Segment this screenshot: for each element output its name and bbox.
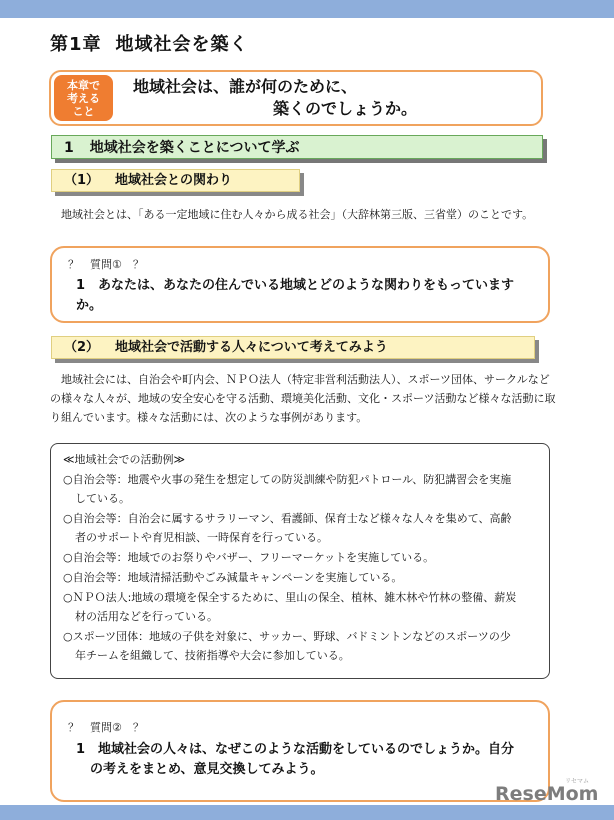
bottom-band [0,805,614,820]
subsection-number-1: （1） [64,173,100,188]
section-number: 1 [64,140,74,156]
examples-title: ≪地域社会での活動例≫ [63,453,186,466]
theme-question-line1: 地域社会は、誰が何のために、 [133,77,358,96]
top-band [0,0,614,18]
chapter-subtitle: 地域社会を築く [115,34,249,55]
chapter-number: 第1章 [50,34,102,55]
example-item-line2: 者のサポートや育児相談、一時保育を行っている。 [75,531,328,544]
example-item-line1: ○自治会等：地域清掃活動やごみ減量キャンペーンを実施している。 [63,571,403,584]
example-item-line1: ○自治会等：地域でのお祭りやバザー、フリーマーケットを実施している。 [63,551,435,564]
theme-badge-line1: 本章で [67,78,100,92]
activity-examples-box [50,443,550,679]
theme-question [133,76,417,120]
example-item [63,470,539,508]
subsection-number-2: （2） [64,340,100,355]
chapter-title [50,30,249,56]
example-item [63,588,539,626]
chapter-theme-box [49,70,543,126]
theme-badge-line3: こと [72,104,95,118]
question-number-1: 1 [76,278,86,293]
question-number-2: 1 [76,742,86,757]
section-heading [51,135,543,159]
theme-badge-line2: 考える [67,91,100,105]
example-item-line2: 年チームを組織して、技術指導や大会に参加している。 [75,649,350,662]
example-item-line2: 材の活用などを行っている。 [75,610,218,623]
subsection-title-1: 地域社会との関わり [115,173,233,188]
definition-paragraph: 地域社会とは、「ある一定地域に住む人々から成る社会」（大辞林第三版、三省堂）のことです。 [61,208,534,221]
question-box-1 [50,246,550,323]
example-item-line1: ○自治会等：自治会に属するサラリーマン、看護師、保育士など様々な人々を集めて、高齢 [63,512,512,525]
example-item [63,568,539,587]
example-item [63,548,539,567]
example-item-line1: ○ＮＰＯ法人:地域の環境を保全するために、里山の保全、植林、雑木林や竹林の整備、薪炭 [63,591,517,604]
example-item-line2: している。 [75,492,130,505]
subsection-title-2: 地域社会で活動する人々について考えてみよう [115,340,388,355]
question-2-line1: 地域社会の人々は、なぜこのような活動をしているのでしょうか。自分 [98,742,515,757]
resemom-logo: ReseMom [495,783,599,805]
question-label-2: ？ 質問② ？ [68,721,144,734]
example-item [63,627,539,665]
question-text-2 [76,740,528,780]
theme-question-line2: 築くのでしょうか。 [273,99,418,118]
activities-paragraph: 地域社会には、自治会や町内会、ＮＰＯ法人（特定非営利活動法人）、スポーツ団体、サークルなどの様々な人々が、地域の安全安心を守る活動、環境美化活動、文化・スポーツ活動など様々な活動に取り組んでいます。様々な活動には、次のような事例があります。 [50,373,556,424]
subsection-heading-2 [51,336,535,359]
question-1-line1: あなたは、あなたの住んでいる地域とどのような関わりをもっていますか。 [76,278,515,313]
section-title: 地域社会を築くことについて学ぶ [89,140,300,156]
example-item [63,509,539,547]
question-label-1: ？ 質問① ？ [68,258,144,271]
question-box-2 [50,700,550,802]
example-item-line1: ○自治会等：地震や火事の発生を想定しての防災訓練や防犯パトロール、防犯講習会を実施 [63,473,512,486]
subsection-heading-1 [51,169,300,192]
question-2-line2: の考えをまとめ、意見交換してみよう。 [90,762,324,777]
theme-badge [54,75,113,121]
question-text-1 [76,276,528,316]
example-item-line1: ○スポーツ団体：地域の子供を対象に、サッカー、野球、バドミントンなどのスポーツの少 [63,630,511,643]
resemom-logo-kana: リセマム [565,778,589,785]
